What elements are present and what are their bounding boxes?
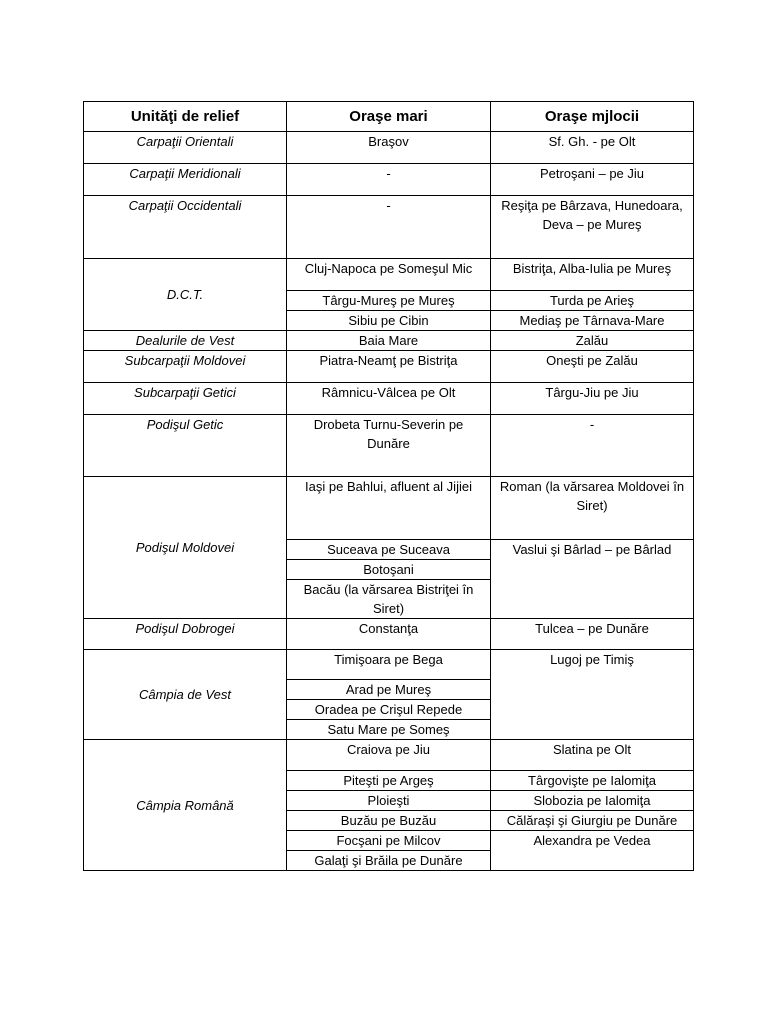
large-city-cell: Craiova pe Jiu bbox=[287, 740, 491, 771]
large-city-cell: Piteşti pe Argeş bbox=[287, 771, 491, 791]
relief-cities-table bbox=[83, 101, 694, 871]
header-large-cities: Oraşe mari bbox=[287, 102, 491, 132]
large-city-cell: Braşov bbox=[287, 132, 491, 164]
medium-city-cell: Zalău bbox=[491, 331, 694, 351]
table-row bbox=[84, 650, 694, 680]
relief-unit-cell: Podişul Dobrogei bbox=[84, 619, 287, 650]
medium-city-cell: Reşiţa pe Bârzava, Hunedoara, Deva – pe Mureş bbox=[491, 196, 694, 259]
medium-city-cell: Târgovişte pe Ialomiţa bbox=[491, 771, 694, 791]
header-medium-cities: Oraşe mjlocii bbox=[491, 102, 694, 132]
large-city-cell: - bbox=[287, 196, 491, 259]
medium-city-cell: Vaslui şi Bârlad – pe Bârlad bbox=[491, 540, 694, 619]
large-city-cell: Satu Mare pe Someş bbox=[287, 720, 491, 740]
large-city-cell: Ploieşti bbox=[287, 791, 491, 811]
table-row bbox=[84, 196, 694, 259]
large-city-cell: Arad pe Mureş bbox=[287, 680, 491, 700]
relief-unit-cell: Podişul Getic bbox=[84, 415, 287, 477]
medium-city-cell: Mediaş pe Târnava-Mare bbox=[491, 311, 694, 331]
table-row bbox=[84, 132, 694, 164]
medium-city-cell: Roman (la vărsarea Moldovei în Siret) bbox=[491, 477, 694, 540]
large-city-cell: Târgu-Mureş pe Mureş bbox=[287, 291, 491, 311]
medium-city-cell: Oneşti pe Zalău bbox=[491, 351, 694, 383]
large-city-cell: Baia Mare bbox=[287, 331, 491, 351]
medium-city-cell: Tulcea – pe Dunăre bbox=[491, 619, 694, 650]
large-city-cell: Botoşani bbox=[287, 560, 491, 580]
relief-unit-cell: Carpaţii Occidentali bbox=[84, 196, 287, 259]
table-row bbox=[84, 331, 694, 351]
table-row bbox=[84, 415, 694, 477]
relief-unit-cell: Subcarpaţii Getici bbox=[84, 383, 287, 415]
large-city-cell: Timişoara pe Bega bbox=[287, 650, 491, 680]
relief-unit-cell: Subcarpaţii Moldovei bbox=[84, 351, 287, 383]
table-row bbox=[84, 259, 694, 291]
medium-city-cell: Slatina pe Olt bbox=[491, 740, 694, 771]
large-city-cell: Iaşi pe Bahlui, afluent al Jijiei bbox=[287, 477, 491, 540]
large-city-cell: Drobeta Turnu-Severin pe Dunăre bbox=[287, 415, 491, 477]
medium-city-cell: Turda pe Arieş bbox=[491, 291, 694, 311]
large-city-cell: Suceava pe Suceava bbox=[287, 540, 491, 560]
large-city-cell: Oradea pe Crişul Repede bbox=[287, 700, 491, 720]
large-city-cell: Bacău (la vărsarea Bistriţei în Siret) bbox=[287, 580, 491, 619]
relief-unit-cell: Carpaţii Meridionali bbox=[84, 164, 287, 196]
medium-city-cell: Lugoj pe Timiş bbox=[491, 650, 694, 740]
header-relief-units: Unităţi de relief bbox=[84, 102, 287, 132]
table-row bbox=[84, 740, 694, 771]
large-city-cell: Constanţa bbox=[287, 619, 491, 650]
medium-city-cell: Sf. Gh. - pe Olt bbox=[491, 132, 694, 164]
large-city-cell: Buzău pe Buzău bbox=[287, 811, 491, 831]
large-city-cell: Galaţi şi Brăila pe Dunăre bbox=[287, 851, 491, 871]
medium-city-cell: Petroşani – pe Jiu bbox=[491, 164, 694, 196]
medium-city-cell: Slobozia pe Ialomiţa bbox=[491, 791, 694, 811]
relief-unit-cell: Dealurile de Vest bbox=[84, 331, 287, 351]
large-city-cell: Cluj-Napoca pe Someşul Mic bbox=[287, 259, 491, 291]
table-row bbox=[84, 477, 694, 540]
relief-unit-cell: D.C.T. bbox=[84, 259, 287, 331]
table-row bbox=[84, 383, 694, 415]
header-row bbox=[84, 102, 694, 132]
medium-city-cell: Târgu-Jiu pe Jiu bbox=[491, 383, 694, 415]
relief-unit-cell: Câmpia de Vest bbox=[84, 650, 287, 740]
large-city-cell: - bbox=[287, 164, 491, 196]
medium-city-cell: Călăraşi şi Giurgiu pe Dunăre bbox=[491, 811, 694, 831]
relief-unit-cell: Carpaţii Orientali bbox=[84, 132, 287, 164]
large-city-cell: Râmnicu-Vâlcea pe Olt bbox=[287, 383, 491, 415]
table-row bbox=[84, 619, 694, 650]
medium-city-cell: Bistriţa, Alba-Iulia pe Mureş bbox=[491, 259, 694, 291]
relief-unit-cell: Câmpia Română bbox=[84, 740, 287, 871]
large-city-cell: Focşani pe Milcov bbox=[287, 831, 491, 851]
table-row bbox=[84, 164, 694, 196]
large-city-cell: Sibiu pe Cibin bbox=[287, 311, 491, 331]
table-row bbox=[84, 351, 694, 383]
relief-unit-cell: Podişul Moldovei bbox=[84, 477, 287, 619]
medium-city-cell: - bbox=[491, 415, 694, 477]
medium-city-cell: Alexandra pe Vedea bbox=[491, 831, 694, 871]
large-city-cell: Piatra-Neamţ pe Bistriţa bbox=[287, 351, 491, 383]
